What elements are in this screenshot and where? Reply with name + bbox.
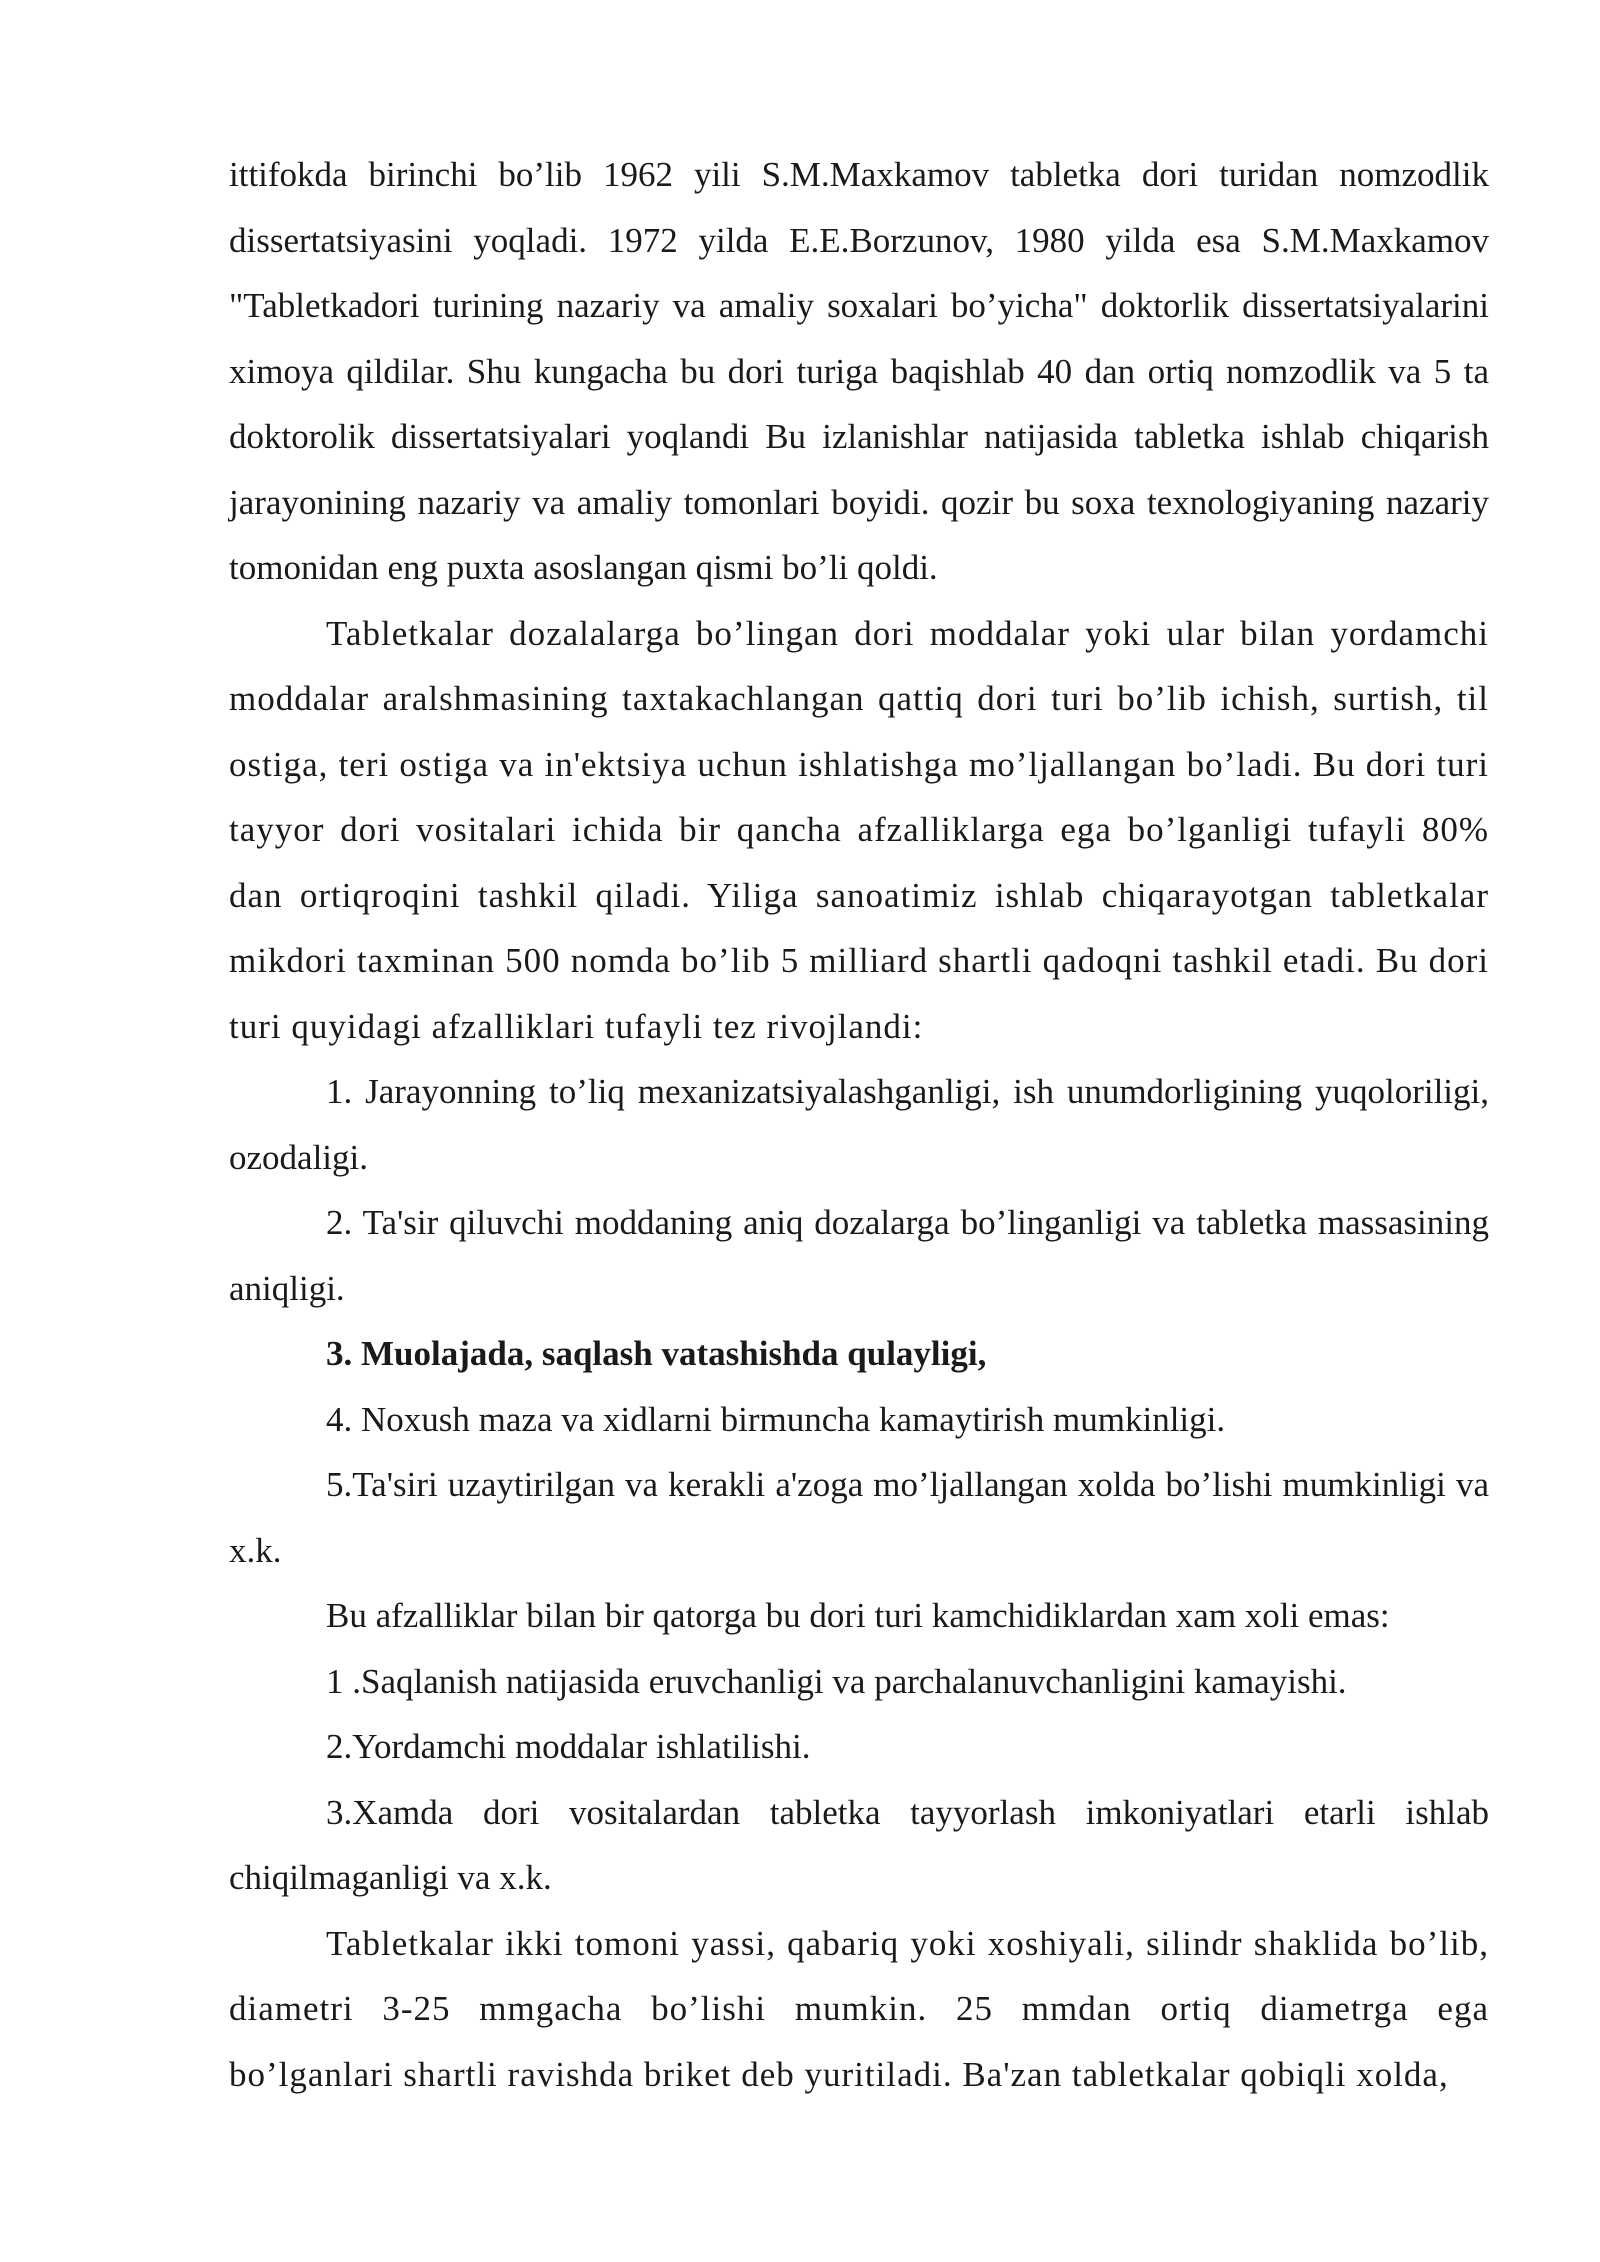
disadvantage-item-1: 1 .Saqlanish natijasida eruvchanligi va parchalanuvchanligini kamayishi.	[326, 1661, 1347, 1701]
advantage-item-2: 2. Ta'sir qiluvchi moddaning aniq dozalarga bo’linganligi va tabletka massasining aniqligi.	[229, 1203, 1489, 1308]
disadvantages-intro: Bu afzalliklar bilan bir qatorga bu dori turi kamchidiklardan xam xoli emas:	[326, 1596, 1390, 1635]
advantage-item-5: 5.Ta'siri uzaytirilgan va kerakli a'zoga mo’ljallangan xolda bo’lishi mumkinligi va x.k.	[229, 1465, 1489, 1570]
paragraph-dissertations: ittifokda birinchi bo’lib 1962 yili S.M.Maxkamov tabletka dori turidan nomzodlik dissertatsiyasini yoqladi. 1972 yilda E.E.Borzunov, 1980 yilda esa S.M.Maxkamov "Tabletkadori turining nazariy va amaliy soxalari bo’yicha" doktorlik dissertatsiyalarini ximoya qildilar. Shu kungacha bu dori turiga baqishlab 40 dan ortiq nomzodlik va 5 ta doktorolik dissertatsiyalari yoqlandi Bu izlanishlar natijasida tabletka ishlab chiqarish jarayonining nazariy va amaliy tomonlari boyidi. qozir bu soxa texnologiyaning nazariy tomonidan eng puxta asoslangan qismi bo’li qoldi.	[229, 155, 1489, 587]
paragraph-tablets-definition: Tabletkalar dozalalarga bo’lingan dori moddalar yoki ular bilan yordamchi moddalar aralshmasining taxtakachlangan qattiq dori turi bo’lib ichish, surtish, til ostiga, teri ostiga va in'ektsiya uchun ishlatishga mo’ljallangan bo’ladi. Bu dori turi tayyor dori vositalari ichida bir qancha afzalliklarga ega bo’lganligi tufayli 80% dan ortiqroqini tashkil qiladi. Yiliga sanoatimiz ishlab chiqarayotgan tabletkalar mikdori taxminan 500 nomda bo’lib 5 milliard shartli qadoqni tashkil etadi. Bu dori turi quyidagi afzalliklari tufayli tez rivojlandi:	[229, 613, 1489, 1046]
paragraph-tablet-shape: Tabletkalar ikki tomoni yassi, qabariq yoki xoshiyali, silindr shaklida bo’lib, diametri 3-25 mmgacha bo’lishi mumkin. 25 mmdan ortiq diametrga ega bo’lganlari shartli ravishda briket deb yuritiladi. Ba'zan tabletkalar qobiqli xolda,	[229, 1923, 1489, 2094]
disadvantage-item-3: 3.Xamda dori vositalardan tabletka tayyorlash imkoniyatlari etarli ishlab chiqilmaganligi va x.k.	[229, 1792, 1489, 1897]
advantage-item-4: 4. Noxush maza va xidlarni birmuncha kamaytirish mumkinligi.	[326, 1399, 1226, 1439]
advantage-item-3: 3. Muolajada, saqlash vatashishda qulayligi,	[326, 1334, 987, 1373]
disadvantage-item-2: 2.Yordamchi moddalar ishlatilishi.	[326, 1727, 811, 1766]
advantage-item-1: 1. Jarayonning to’liq mexanizatsiyalashganligi, ish unumdorligining yuqoloriligi, ozodaligi.	[229, 1072, 1489, 1177]
document-body	[229, 142, 1489, 2107]
